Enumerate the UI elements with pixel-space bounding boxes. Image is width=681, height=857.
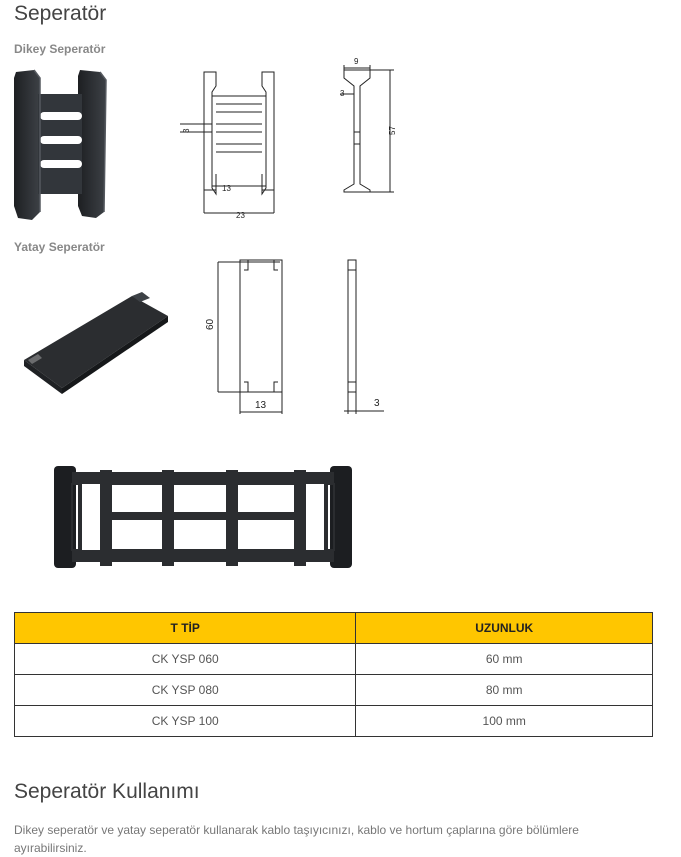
table-cell-length: 80 mm: [356, 675, 653, 706]
table-cell-type: CK YSP 100: [15, 706, 356, 737]
vertical-slot-label: 3: [182, 128, 191, 133]
table-cell-type: CK YSP 060: [15, 644, 356, 675]
table-cell-length: 60 mm: [356, 644, 653, 675]
vertical-separator-side-drawing: [336, 56, 406, 201]
horizontal-separator-front-drawing: [200, 256, 292, 416]
table-header-length: UZUNLUK: [356, 613, 653, 644]
horizontal-separator-heading: Yatay Seperatör: [14, 240, 105, 254]
usage-title: Seperatör Kullanımı: [14, 780, 200, 803]
vertical-top-label: 9: [354, 57, 359, 66]
horizontal-separator-image: [20, 292, 172, 394]
table-row: [15, 706, 653, 737]
assembly-image: [54, 462, 354, 572]
table-row: [15, 675, 653, 706]
horizontal-separator-side-drawing: [336, 256, 386, 416]
vertical-side-label: 3: [340, 89, 345, 98]
vertical-separator-front-drawing: [178, 68, 288, 223]
table-row: [15, 644, 653, 675]
table-cell-length: 100 mm: [356, 706, 653, 737]
table-cell-type: CK YSP 080: [15, 675, 356, 706]
horizontal-width-label: 13: [255, 400, 267, 411]
vertical-height-label: 57: [388, 126, 397, 135]
horizontal-height-label: 60: [205, 318, 216, 330]
page-title: Seperatör: [14, 2, 107, 25]
vertical-inner-width-label: 13: [222, 184, 231, 193]
vertical-separator-heading: Dikey Seperatör: [14, 42, 106, 56]
separator-spec-table: [14, 612, 653, 737]
vertical-width-label: 23: [236, 211, 245, 220]
table-header-row: [15, 613, 653, 644]
table-header-type: T TİP: [15, 613, 356, 644]
usage-text: Dikey seperatör ve yatay seperatör kullanarak kablo taşıyıcınızı, kablo ve hortum çaplarına göre bölümlere ayırabilirsiniz.: [14, 823, 579, 855]
horizontal-thickness-label: 3: [374, 398, 380, 409]
vertical-separator-image: [10, 66, 115, 224]
